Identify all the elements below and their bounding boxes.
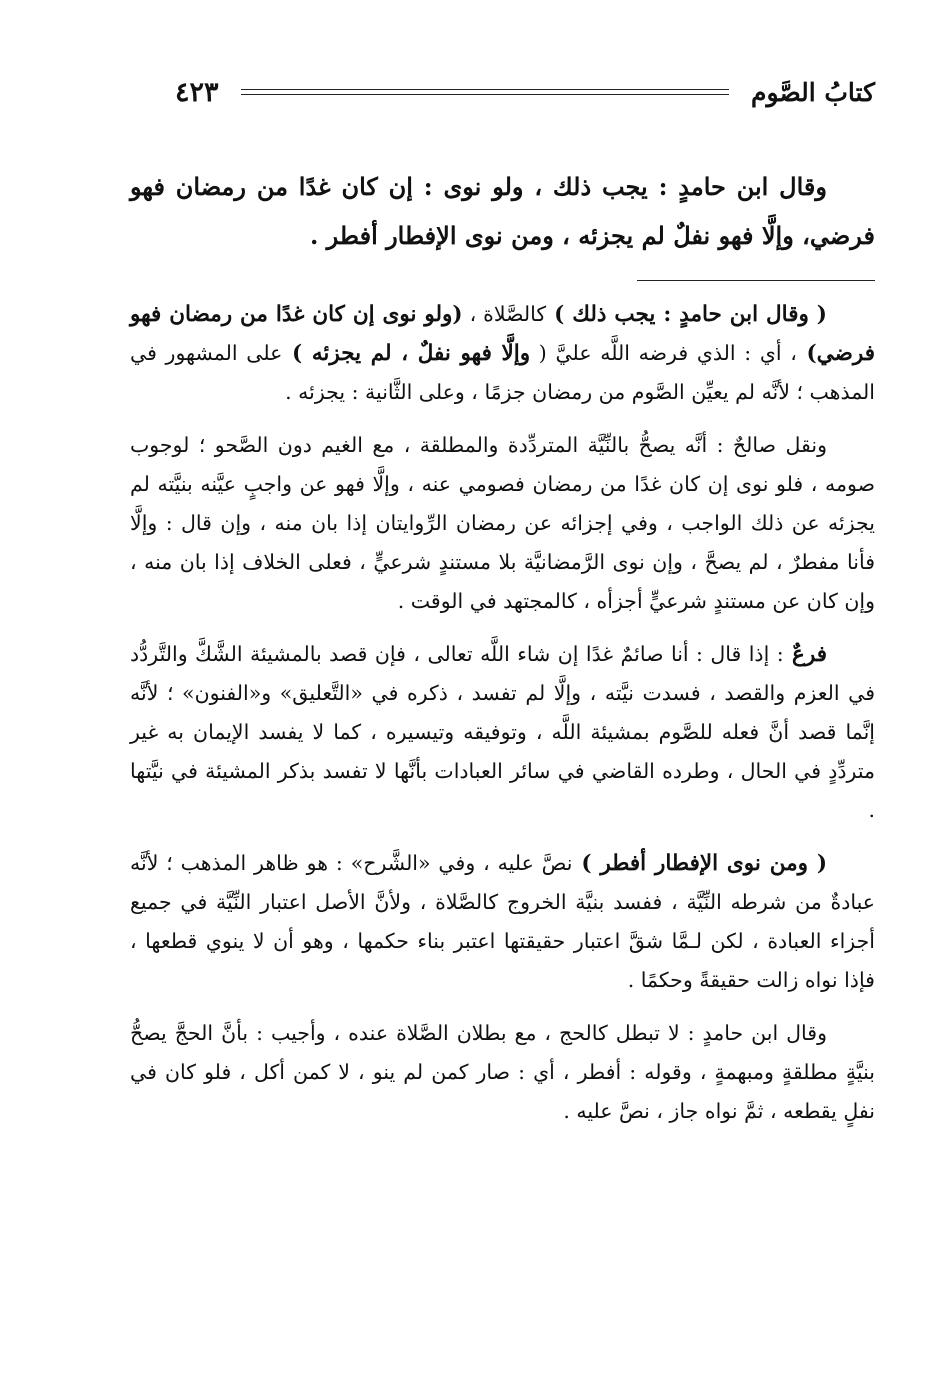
commentary-text: ، أي : الذي فرضه اللَّه عليَّ ( xyxy=(530,341,797,365)
matn-text: وقال ابن حامدٍ : يجب ذلك ، ولو نوى : إن كان غدًا من رمضان فهو فرضي، وإلَّا فهو نفلٌ لم يجزئه ، ومن نوى الإفطار أفطر . xyxy=(130,172,875,250)
matn-sharh-divider xyxy=(637,280,875,281)
commentary-text: على المشهور في المذهب ؛ لأنَّه لم يعيِّن الصَّوم من رمضان جزمًا ، وعلى الثَّانية : يجزئه . xyxy=(130,341,875,404)
commentary-paragraph-1 xyxy=(130,295,875,412)
page-header xyxy=(175,72,875,112)
header-rule xyxy=(241,89,730,95)
commentary-paragraph-4 xyxy=(130,844,875,1000)
quoted-matn: وإلَّا فهو نفلٌ ، لم يجزئه ) xyxy=(282,341,531,366)
commentary-text: نصَّ عليه ، وفي «الشَّرح» : هو ظاهر المذهب ؛ لأنَّه عبادةٌ من شرطه النِّيَّة ، ففسد بنيَّة الخروج كالصَّلاة ، ولأنَّ الأصل اعتبار النِّيَّة في جميع أجزاء العبادة ، لكن لـمَّا شقَّ اعتبار حقيقتها اعتبر بناء حكمها ، وهو أن لا ينوي قطعها ، فإذا نواه زالت حقيقةً وحكمًا . xyxy=(130,851,875,992)
commentary-paragraph-5: وقال ابن حامدٍ : لا تبطل كالحج ، مع بطلان الصَّلاة عنده ، وأجيب : بأنَّ الحجَّ يصحُّ بنيَّةٍ مطلقةٍ ومبهمةٍ ، وقوله : أفطر ، أي : صار كمن لم ينو ، لا كمن أكل ، فلو كان في نفلٍ يقطعه ، ثمَّ نواه جاز ، نصَّ عليه . xyxy=(130,1021,875,1123)
quoted-matn: ( ومن نوى الإفطار أفطر ) xyxy=(572,851,827,876)
commentary-paragraph-3 xyxy=(130,635,875,830)
quoted-matn: (ولو نوى إن كان غدًا من رمضان فهو فرضي) xyxy=(130,302,875,366)
page-number: ٤٢٣ xyxy=(175,76,219,108)
running-title: كتابُ الصَّوم xyxy=(751,77,875,107)
far-heading: فرعٌ xyxy=(783,642,827,667)
quoted-matn: ( وقال ابن حامدٍ : يجب ذلك ) xyxy=(546,302,827,327)
commentary-paragraph-2: ونقل صالحٌ : أنَّه يصحُّ بالنِّيَّة المتردِّدة والمطلقة ، مع الغيم دون الصَّحو ؛ لوجوب صومه ، فلو نوى إن كان غدًا من رمضان فصومي عنه ، وإلَّا فهو عن واجبٍ عيَّنه بنيَّته لم يجزئه عن ذلك الواجب ، وفي إجزائه عن رمضان الرِّوايتان إذا بان منه ، وإن قال : وإلَّا فأنا مفطرٌ ، لم يصحَّ ، وإن نوى الرَّمضانيَّة بلا مستندٍ شرعيٍّ ، فعلى الخلاف إذا بان منه ، وإن كان عن مستندٍ شرعيٍّ أجزأه ، كالمجتهد في الوقت . xyxy=(130,433,875,613)
page-body xyxy=(130,162,875,1145)
commentary-text: كالصَّلاة ، xyxy=(462,302,547,326)
commentary xyxy=(130,295,875,1131)
commentary-text: : إذا قال : أنا صائمٌ غدًا إن شاء اللَّه تعالى ، فإن قصد بالمشيئة الشَّكَّ والتَّردُّد في العزم والقصد ، فسدت نيَّته ، وإلَّا لم تفسد ، ذكره في «التَّعليق» و«الفنون» ؛ لأنَّه إنَّما قصد أنَّ فعله للصَّوم بمشيئة اللَّه ، وتوفيقه وتيسيره ، كما لا يفسد الإيمان به غير متردِّدٍ في الحال ، وطرده القاضي في سائر العبادات بأنَّها لا تفسد بذكر المشيئة في نيَّتها . xyxy=(130,642,875,822)
